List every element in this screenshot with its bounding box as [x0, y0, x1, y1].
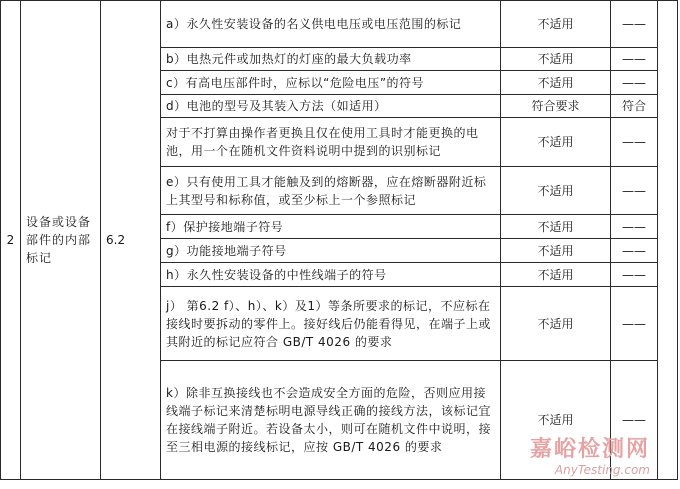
row-number-cell: 2: [1, 1, 21, 480]
result-cell: 不适用: [501, 287, 611, 361]
result-cell: 符合要求: [501, 95, 611, 118]
remarks-cell: [658, 1, 678, 480]
watermark-name: 嘉峪检测网: [529, 437, 650, 462]
verdict-cell: ——: [611, 118, 658, 167]
result-cell: 不适用: [501, 361, 611, 480]
verdict-cell: ——: [611, 48, 658, 71]
requirement-cell: a）永久性安装设备的名义供电电压或电压范围的标记: [161, 1, 501, 48]
verdict-cell: ——: [611, 167, 658, 215]
requirement-cell: g）功能接地端子符号: [161, 239, 501, 263]
verdict-cell: ——: [611, 287, 658, 361]
requirement-cell: f）保护接地端子符号: [161, 215, 501, 239]
requirement-cell: b）电热元件或加热灯的灯座的最大负载功率: [161, 48, 501, 71]
result-cell: 不适用: [501, 239, 611, 263]
verdict-cell: ——: [611, 1, 658, 48]
requirement-cell: h）永久性安装设备的中性线端子的符号: [161, 263, 501, 287]
result-cell: 不适用: [501, 215, 611, 239]
requirement-cell: e）只有使用工具才能触及到的熔断器，应在熔断器附近标上其型号和标称值，或至少标上一个参照标记: [161, 167, 501, 215]
result-cell: 不适用: [501, 263, 611, 287]
verdict-cell: ——: [611, 71, 658, 95]
verdict-cell: ——: [611, 239, 658, 263]
verdict-cell: 符合: [611, 95, 658, 118]
watermark-url: AnyTesting.com: [554, 463, 650, 477]
verdict-cell: ——: [611, 215, 658, 239]
requirement-cell: 对于不打算由操作者更换且仅在使用工具时才能更换的电池，用一个在随机文件资料说明中提到的识别标记: [161, 118, 501, 167]
requirement-cell: j） 第6.2 f）、h）、k）及1）等条所要求的标记，不应标在接线时要拆动的零件上。接好线后仍能看得见，在端子上或其附近的标记应符合 GB/T 4026 的要求: [161, 287, 501, 361]
table-row: [1, 1, 678, 48]
result-cell: 不适用: [501, 48, 611, 71]
requirement-cell: k）除非互换接线也不会造成安全方面的危险，否则应用接线端子标记来清楚标明电源导线正确的接线方法，该标记宜在接线端子附近。若设备太小，则可在随机文件中说明，接至三相电源的接线标记，应按 GB/T 4026 的要求: [161, 361, 501, 480]
verdict-cell: ——: [611, 361, 658, 480]
verdict-cell: ——: [611, 263, 658, 287]
result-cell: 不适用: [501, 1, 611, 48]
clause-cell: 6.2: [101, 1, 161, 480]
requirement-cell: d）电池的型号及其装入方法（如适用）: [161, 95, 501, 118]
result-cell: 不适用: [501, 167, 611, 215]
requirement-cell: c）有高电压部件时，应标以“危险电压”的符号: [161, 71, 501, 95]
result-cell: 不适用: [501, 118, 611, 167]
result-cell: 不适用: [501, 71, 611, 95]
category-cell: 设备或设备部件的内部标记: [21, 1, 101, 480]
